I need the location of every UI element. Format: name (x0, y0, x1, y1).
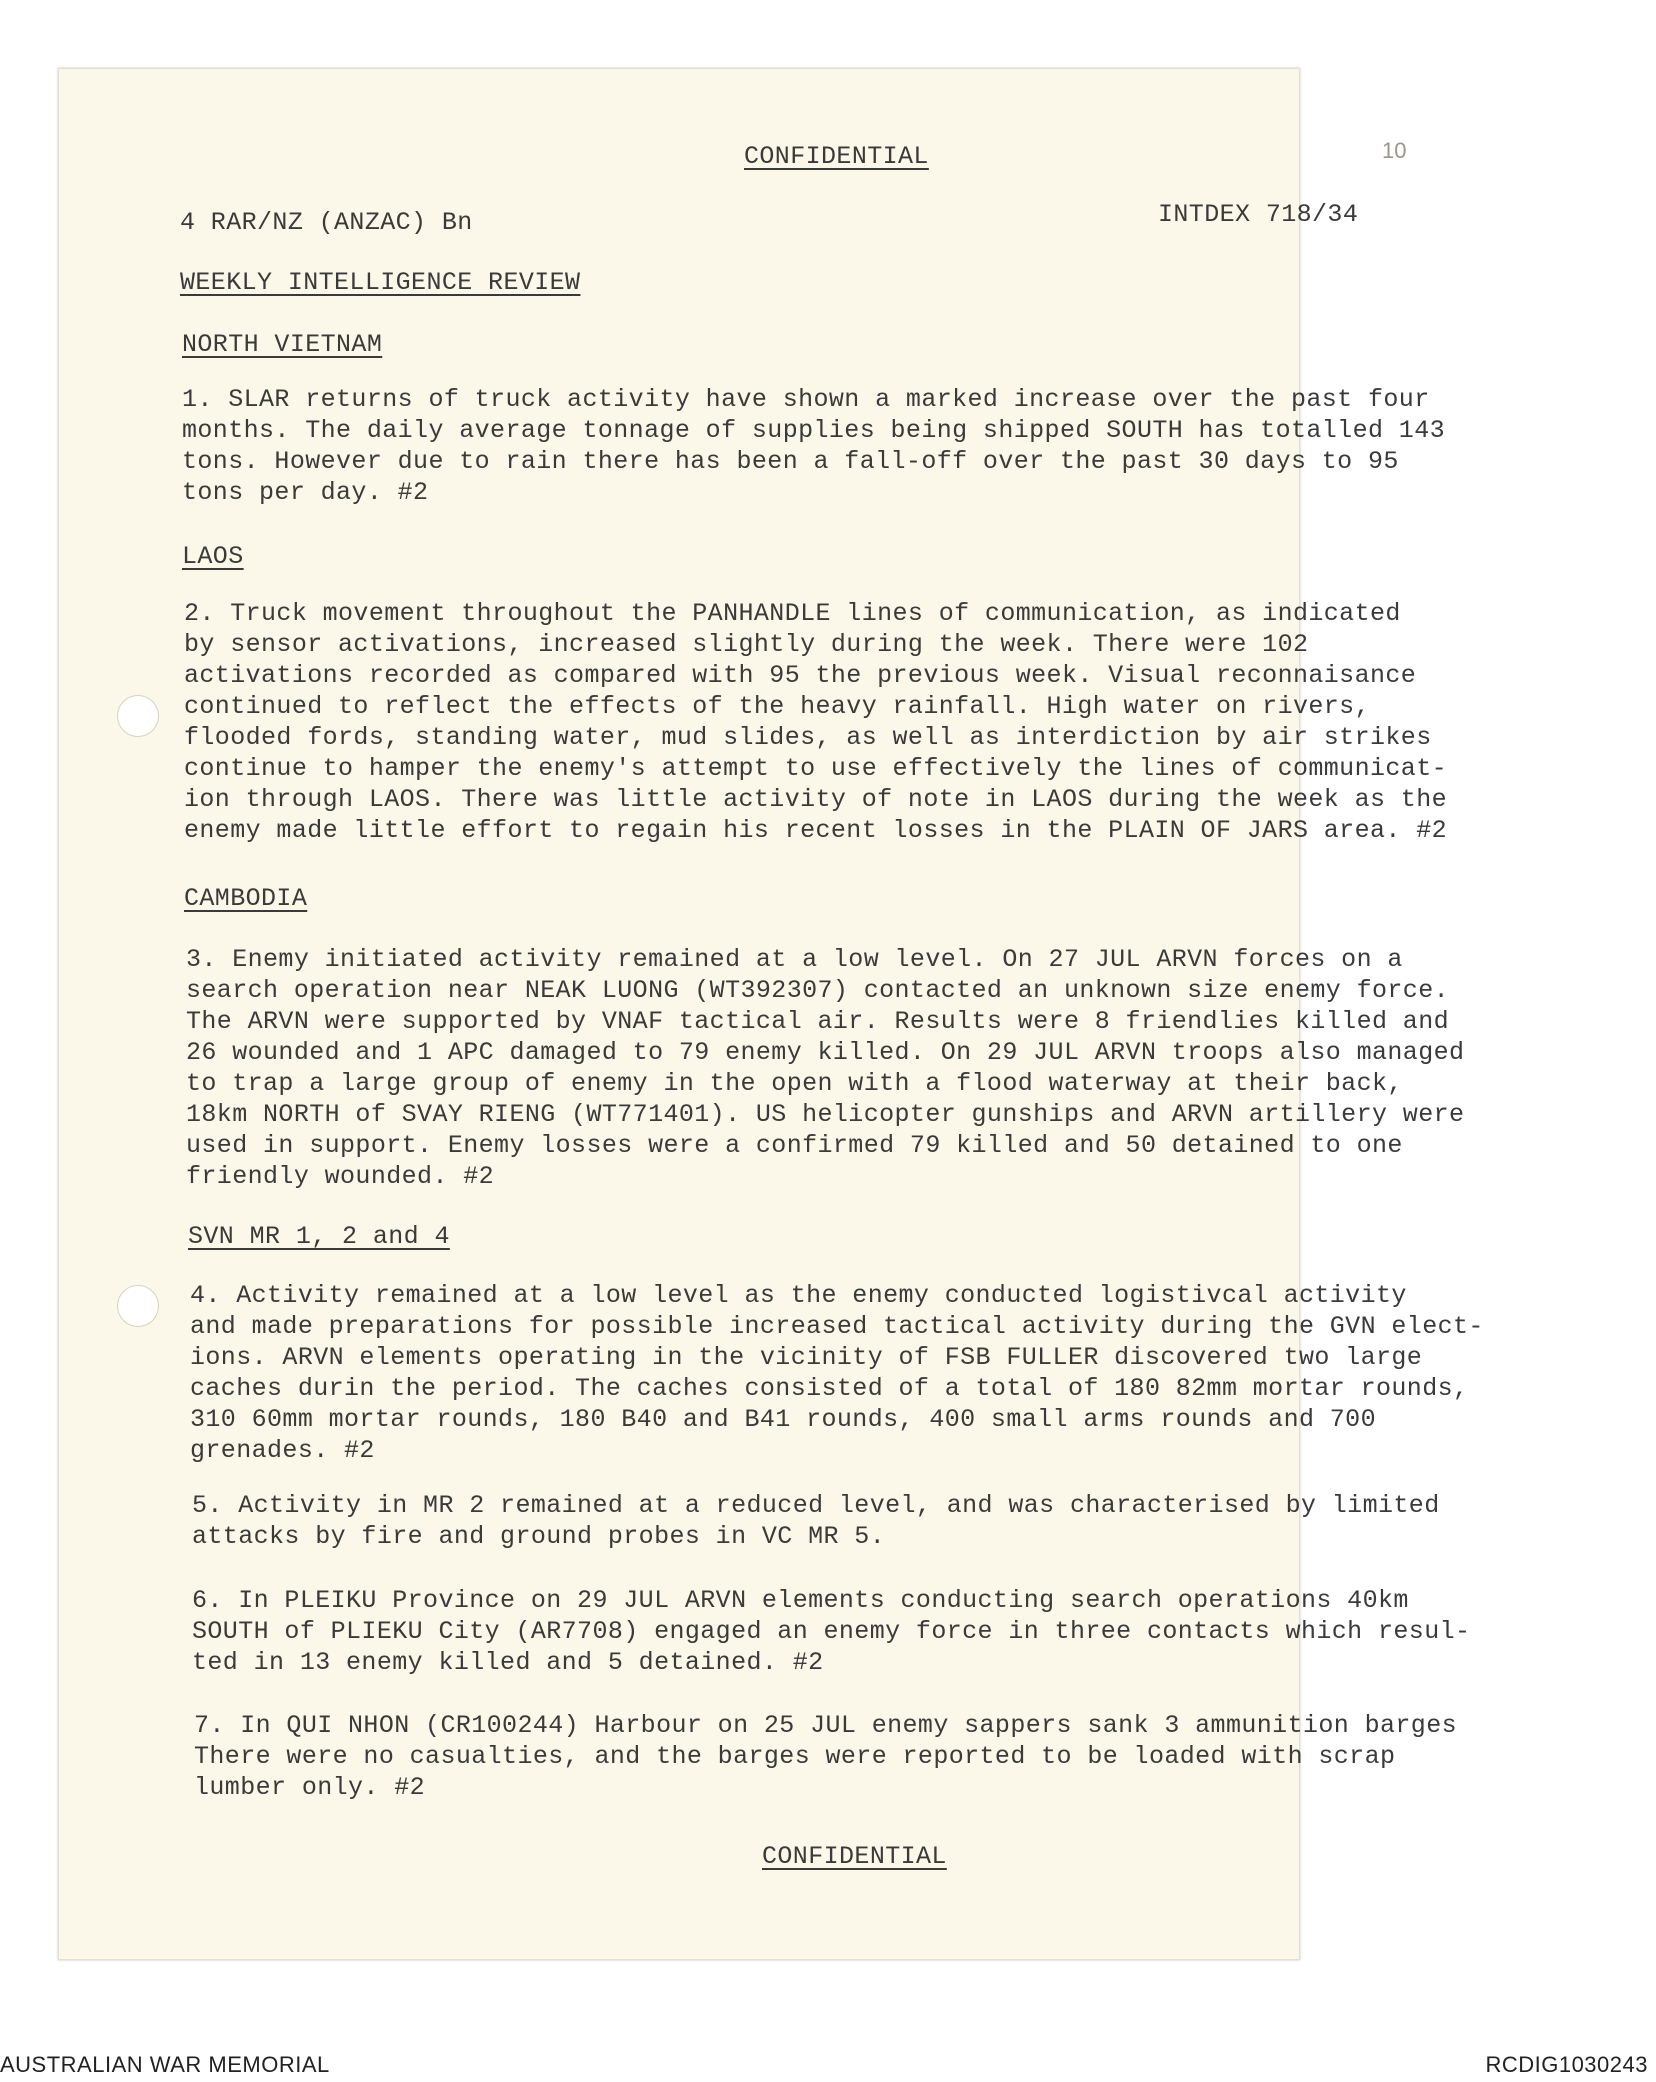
section-heading-north-vietnam: NORTH VIETNAM (182, 330, 383, 359)
section-heading-cambodia: CAMBODIA (184, 884, 308, 913)
paragraph-7: 7. In QUI NHON (CR100244) Harbour on 25 JUL enemy sappers sank 3 ammunition barges There were no casualties, and the barges were reported to be loaded with scrap lumber only. #2 (194, 1711, 1457, 1802)
classification-top: CONFIDENTIAL (744, 142, 929, 171)
footer-item-id: RCDIG1030243 (1485, 2052, 1648, 2077)
paragraph-1: 1. SLAR returns of truck activity have shown a marked increase over the past four months. The daily average tonnage of supplies being shipped SOUTH has totalled 143 tons. However due to rain there has been a fall-off over the past 30 days to 95 tons per day. #2 (182, 385, 1445, 507)
paragraph-5: 5. Activity in MR 2 remained at a reduced level, and was characterised by limited attacks by fire and ground probes in VC MR 5. (192, 1491, 1440, 1551)
section-heading-svn-mr: SVN MR 1, 2 and 4 (188, 1222, 450, 1251)
paragraph-2: 2. Truck movement throughout the PANHANDLE lines of communication, as indicated by sensor activations, increased slightly during the week. There were 102 activations recorded as compared with 95 the previous week. Visual reconnaisance continued to reflect the effects of the heavy rainfall. High water on rivers, flooded fords, standing water, mud slides, as well as interdiction by air strikes continue to hamper the enemy's attempt to use effectively the lines of communicat- ion through LAOS. There was little activity of note in LAOS during the week as the enemy made little effort to regain his recent losses in the PLAIN OF JARS area. #2 (184, 599, 1447, 845)
punch-hole-lower (117, 1285, 159, 1327)
paragraph-4: 4. Activity remained at a low level as the enemy conducted logistivcal activity and made preparations for possible increased tactical activity during the GVN elect- ions. ARVN elements operating in the vicinity of FSB FULLER discovered two large caches durin the period. The caches consisted of a total of 180 82mm mortar rounds, 310 60mm mortar rounds, 180 B40 and B41 rounds, 400 small arms rounds and 700 grenades. #2 (190, 1281, 1484, 1465)
section-heading-laos: LAOS (182, 542, 244, 571)
document-title: WEEKLY INTELLIGENCE REVIEW (180, 268, 581, 297)
paragraph-6: 6. In PLEIKU Province on 29 JUL ARVN elements conducting search operations 40km SOUTH of PLIEKU City (AR7708) engaged an enemy force in three contacts which resul- ted in 13 enemy killed and 5 detained. #2 (192, 1586, 1471, 1677)
classification-bottom: CONFIDENTIAL (762, 1842, 947, 1871)
paragraph-3: 3. Enemy initiated activity remained at a low level. On 27 JUL ARVN forces on a search operation near NEAK LUONG (WT392307) contacted an unknown size enemy force. The ARVN were supported by VNAF tactical air. Results were 8 friendlies killed and 26 wounded and 1 APC damaged to 79 enemy killed. On 29 JUL ARVN troops also managed to trap a large group of enemy in the open with a flood waterway at their back, 18km NORTH of SVAY RIENG (WT771401). US helicopter gunships and ARVN artillery were used in support. Enemy losses were a confirmed 79 killed and 50 detained to one friendly wounded. #2 (186, 945, 1465, 1191)
unit-designation: 4 RAR/NZ (ANZAC) Bn (180, 208, 473, 237)
punch-hole-upper (117, 695, 159, 737)
margin-pencil-mark: 10 (1382, 138, 1407, 163)
footer-archive-name: AUSTRALIAN WAR MEMORIAL (0, 2052, 330, 2077)
document-reference: INTDEX 718/34 (1158, 200, 1359, 229)
